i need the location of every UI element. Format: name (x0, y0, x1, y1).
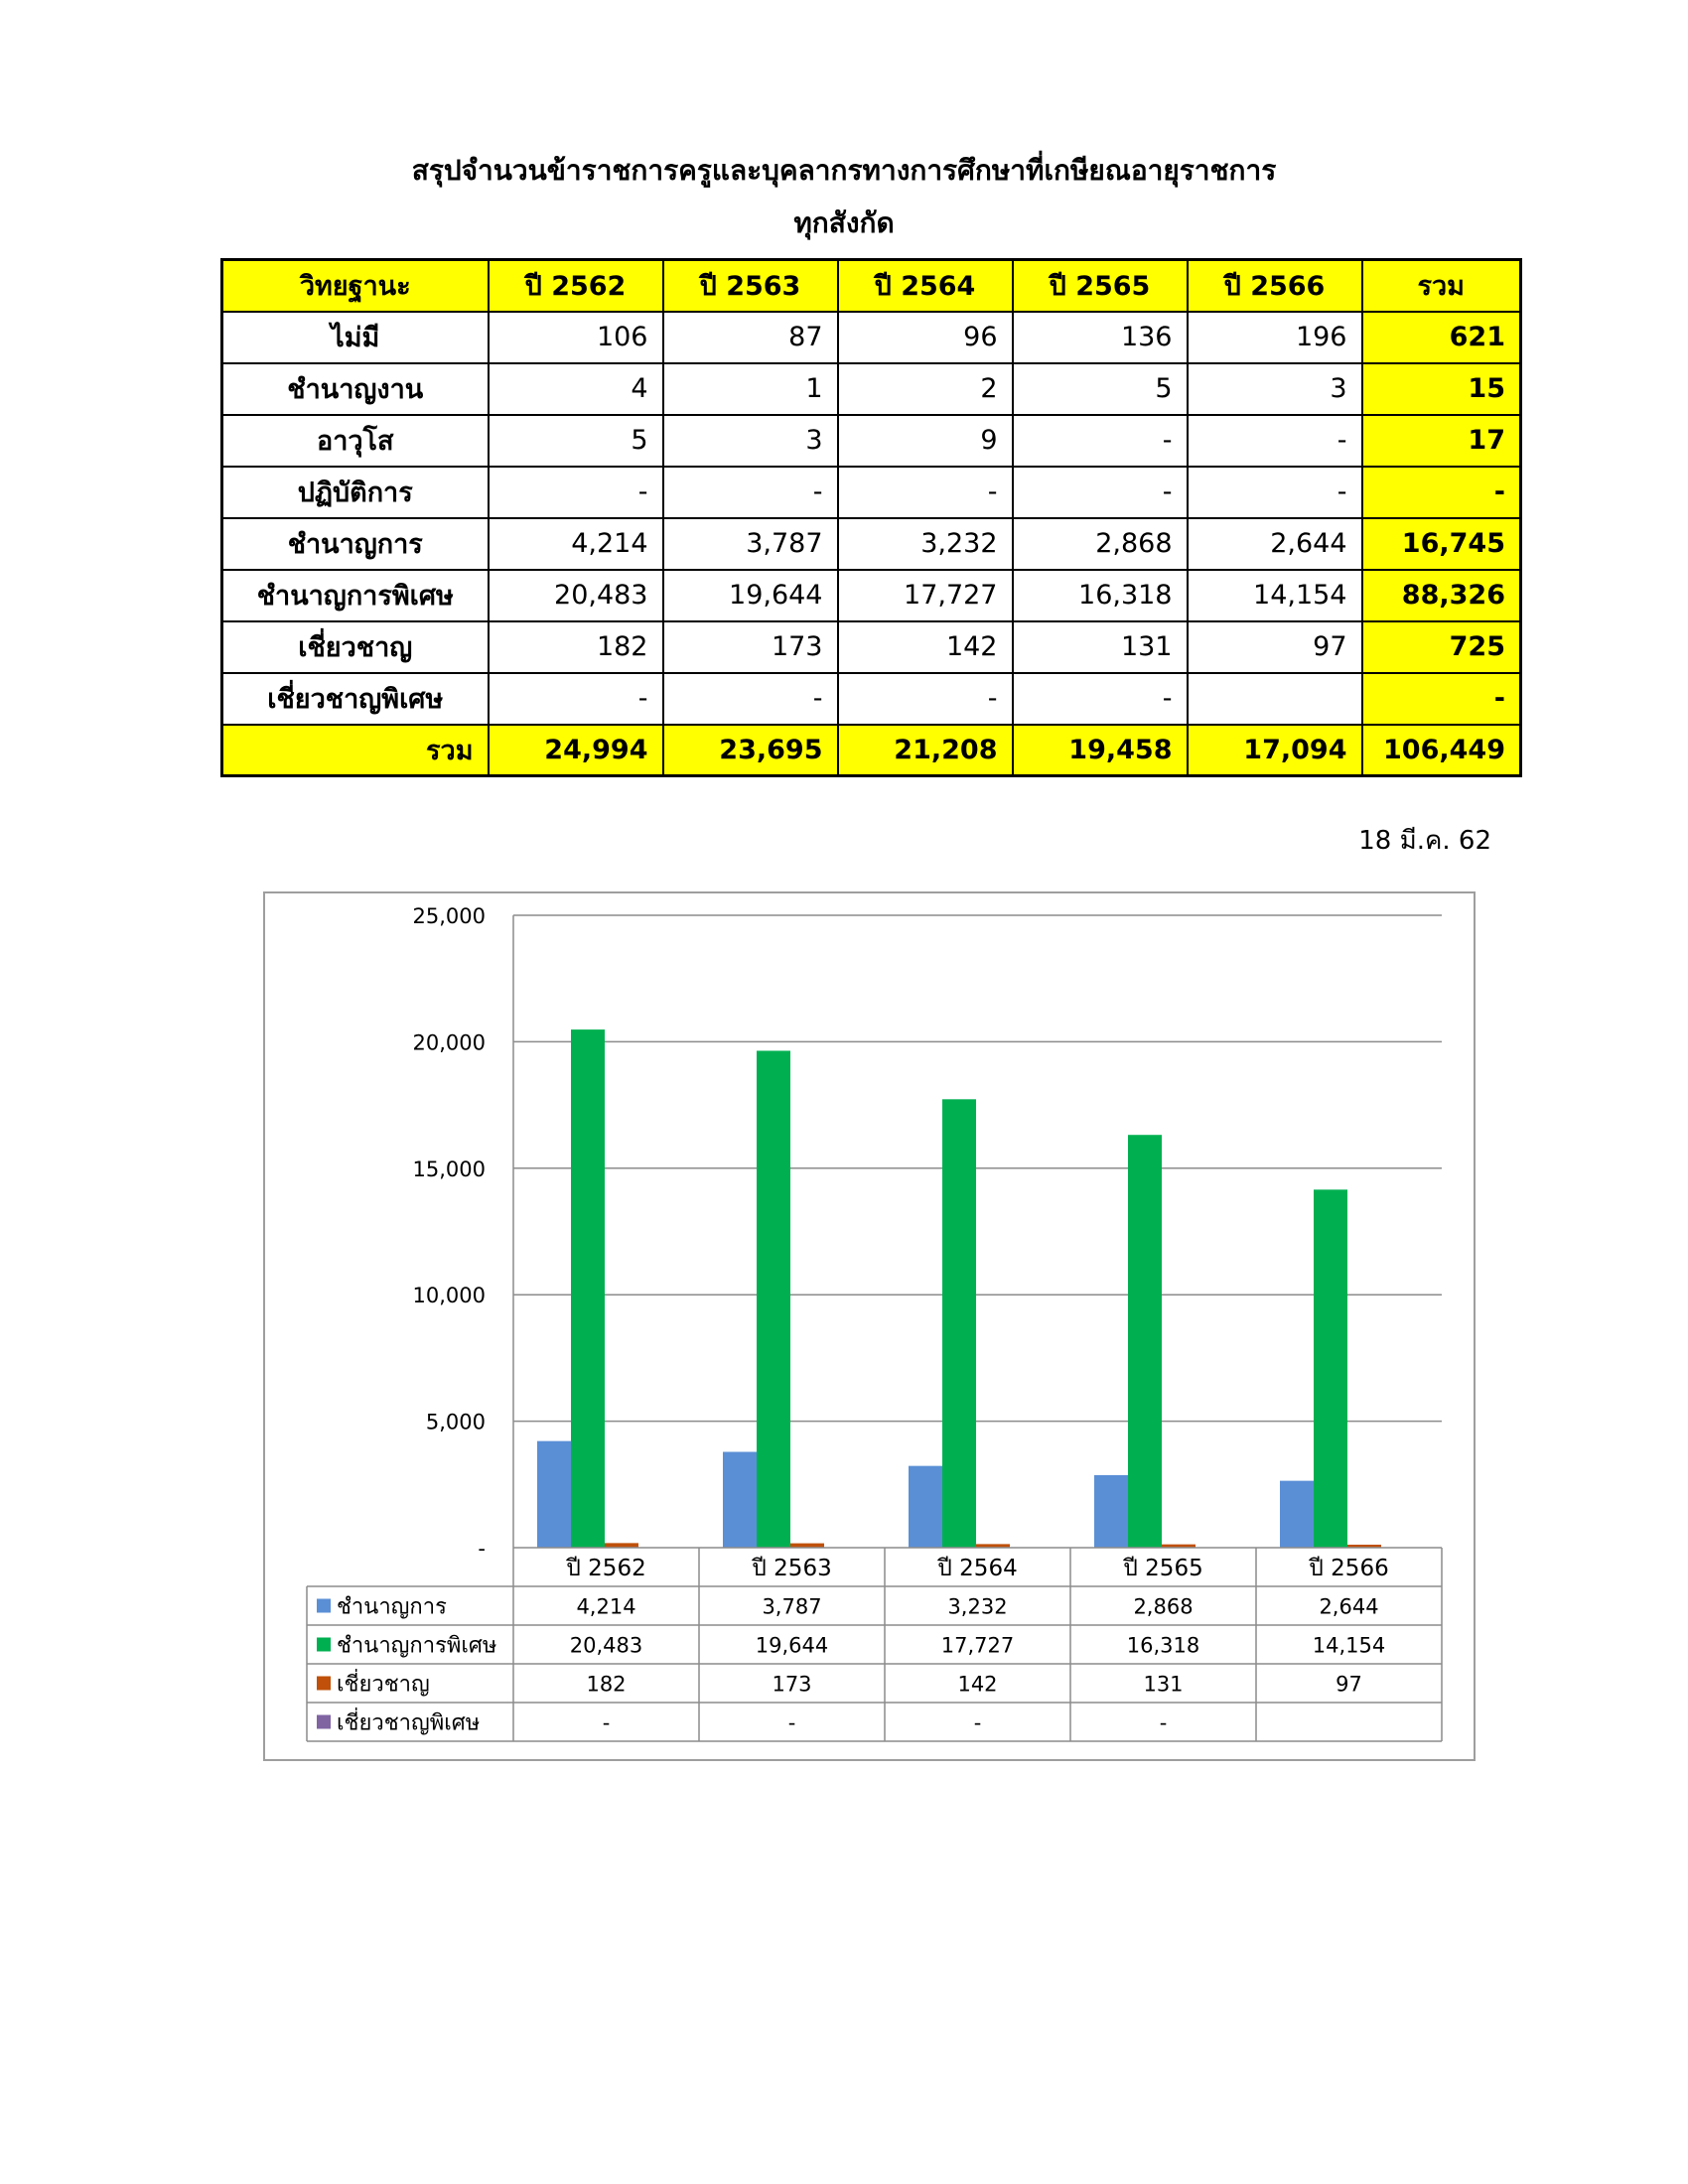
table-sum-row (222, 725, 1521, 776)
row-label: เชี่ยวชาญพิเศษ (222, 673, 489, 725)
legend-swatch (317, 1677, 331, 1691)
table-cell: 96 (838, 312, 1013, 363)
table-cell: 16,318 (1013, 570, 1188, 621)
sum-cell: 24,994 (489, 725, 663, 776)
data-label: 19,644 (755, 1633, 829, 1658)
table-row (222, 518, 1521, 570)
table-cell: 173 (663, 621, 838, 673)
table-cell: 97 (1188, 621, 1362, 673)
y-tick-label: 10,000 (412, 1284, 486, 1308)
row-total: 621 (1362, 312, 1521, 363)
bar (571, 1029, 605, 1548)
data-label: - (973, 1710, 982, 1735)
data-label: - (1159, 1710, 1168, 1735)
legend-label: เชี่ยวชาญพิเศษ (337, 1710, 481, 1736)
table-cell: 196 (1188, 312, 1362, 363)
table-cell: - (838, 673, 1013, 725)
data-label: 173 (772, 1672, 812, 1697)
table-cell: 106 (489, 312, 663, 363)
header-cell: รวม (1362, 260, 1521, 312)
table-row (222, 570, 1521, 621)
table-cell: - (838, 467, 1013, 518)
table-cell: 2,868 (1013, 518, 1188, 570)
sum-cell: 23,695 (663, 725, 838, 776)
bar (1280, 1481, 1314, 1548)
table-cell: 17,727 (838, 570, 1013, 621)
sum-label: รวม (222, 725, 489, 776)
table-cell: 3 (663, 415, 838, 467)
x-tick-label: ปี 2564 (937, 1556, 1018, 1581)
table-cell: - (489, 673, 663, 725)
row-label: ชำนาญการพิเศษ (222, 570, 489, 621)
table-cell: 20,483 (489, 570, 663, 621)
data-label: 182 (586, 1672, 627, 1697)
data-label: 97 (1336, 1672, 1362, 1697)
row-total: - (1362, 673, 1521, 725)
row-total: 88,326 (1362, 570, 1521, 621)
legend-swatch (317, 1599, 331, 1613)
legend-swatch (317, 1715, 331, 1729)
table-cell: - (1013, 467, 1188, 518)
y-tick-label: 20,000 (412, 1030, 486, 1055)
table-cell: 142 (838, 621, 1013, 673)
row-total: - (1362, 467, 1521, 518)
table-row (222, 363, 1521, 415)
table-cell: - (489, 467, 663, 518)
row-total: 17 (1362, 415, 1521, 467)
x-tick-label: ปี 2565 (1123, 1556, 1203, 1581)
data-label: 3,232 (947, 1594, 1008, 1619)
table-cell: - (1013, 673, 1188, 725)
table-cell: 4,214 (489, 518, 663, 570)
bar (1094, 1475, 1128, 1548)
data-label: 20,483 (569, 1633, 643, 1658)
bar (537, 1441, 571, 1548)
table-row (222, 467, 1521, 518)
data-label: 2,868 (1133, 1594, 1194, 1619)
y-tick-label: 15,000 (412, 1157, 486, 1181)
data-label: 2,644 (1319, 1594, 1379, 1619)
table-cell: 5 (1013, 363, 1188, 415)
x-tick-label: ปี 2566 (1309, 1556, 1389, 1581)
legend-label: เชี่ยวชาญ (337, 1672, 430, 1698)
y-tick-label: 25,000 (412, 904, 486, 928)
table-cell: 87 (663, 312, 838, 363)
data-label: 3,787 (762, 1594, 822, 1619)
chart-frame (263, 891, 1476, 1761)
data-label: 14,154 (1312, 1633, 1386, 1658)
bar (757, 1050, 790, 1548)
table-row (222, 621, 1521, 673)
row-label: ชำนาญงาน (222, 363, 489, 415)
header-cell: ปี 2566 (1188, 260, 1362, 312)
legend-label: ชำนาญการ (337, 1594, 447, 1620)
date-note: 18 มี.ค. 62 (1358, 826, 1491, 856)
table-cell: - (663, 673, 838, 725)
y-tick-label: 5,000 (425, 1410, 486, 1434)
row-label: ไม่มี (222, 312, 489, 363)
bar (1128, 1135, 1162, 1548)
table-cell: 2 (838, 363, 1013, 415)
grand-total: 106,449 (1362, 725, 1521, 776)
header-cell: ปี 2562 (489, 260, 663, 312)
table-cell: 1 (663, 363, 838, 415)
table-row (222, 673, 1521, 725)
legend-label: ชำนาญการพิเศษ (337, 1633, 497, 1659)
row-label: อาวุโส (222, 415, 489, 467)
sum-cell: 21,208 (838, 725, 1013, 776)
table-cell: 3 (1188, 363, 1362, 415)
x-tick-label: ปี 2562 (566, 1556, 646, 1581)
summary-table (220, 258, 1522, 777)
row-total: 15 (1362, 363, 1521, 415)
table-cell: - (1013, 415, 1188, 467)
table-cell (1188, 673, 1362, 725)
table-cell: 19,644 (663, 570, 838, 621)
table-cell: 2,644 (1188, 518, 1362, 570)
bar-chart (265, 893, 1474, 1759)
x-tick-label: ปี 2563 (752, 1556, 832, 1581)
table-cell: 182 (489, 621, 663, 673)
table-cell: - (663, 467, 838, 518)
sum-cell: 19,458 (1013, 725, 1188, 776)
table-cell: 3,787 (663, 518, 838, 570)
table-cell: 9 (838, 415, 1013, 467)
table-cell: - (1188, 415, 1362, 467)
sum-cell: 17,094 (1188, 725, 1362, 776)
header-cell: ปี 2564 (838, 260, 1013, 312)
header-cell: วิทยฐานะ (222, 260, 489, 312)
table-cell: 4 (489, 363, 663, 415)
header-cell: ปี 2565 (1013, 260, 1188, 312)
row-total: 725 (1362, 621, 1521, 673)
bar (1314, 1189, 1347, 1548)
data-label: 17,727 (940, 1633, 1015, 1658)
table-cell: 136 (1013, 312, 1188, 363)
table-header-row (222, 260, 1521, 312)
table-row (222, 415, 1521, 467)
table-cell: 5 (489, 415, 663, 467)
legend-swatch (317, 1638, 331, 1652)
row-label: ปฏิบัติการ (222, 467, 489, 518)
data-label: 16,318 (1126, 1633, 1200, 1658)
bar (909, 1466, 942, 1548)
header-cell: ปี 2563 (663, 260, 838, 312)
page-title: สรุปจำนวนข้าราชการครูและบุคลากรทางการศึกษาที่เกษียณอายุราชการ (411, 154, 1277, 187)
table-cell: 3,232 (838, 518, 1013, 570)
data-label: - (602, 1710, 611, 1735)
data-label: - (787, 1710, 796, 1735)
data-label: 4,214 (576, 1594, 636, 1619)
data-label: 131 (1143, 1672, 1184, 1697)
table-cell: 14,154 (1188, 570, 1362, 621)
page-subtitle: ทุกสังกัด (793, 206, 895, 239)
y-tick-label: - (478, 1537, 486, 1561)
row-label: เชี่ยวชาญ (222, 621, 489, 673)
table-cell: - (1188, 467, 1362, 518)
table-cell: 131 (1013, 621, 1188, 673)
table-row (222, 312, 1521, 363)
bar (942, 1099, 976, 1548)
bar (723, 1452, 757, 1548)
row-label: ชำนาญการ (222, 518, 489, 570)
data-label: 142 (957, 1672, 998, 1697)
row-total: 16,745 (1362, 518, 1521, 570)
